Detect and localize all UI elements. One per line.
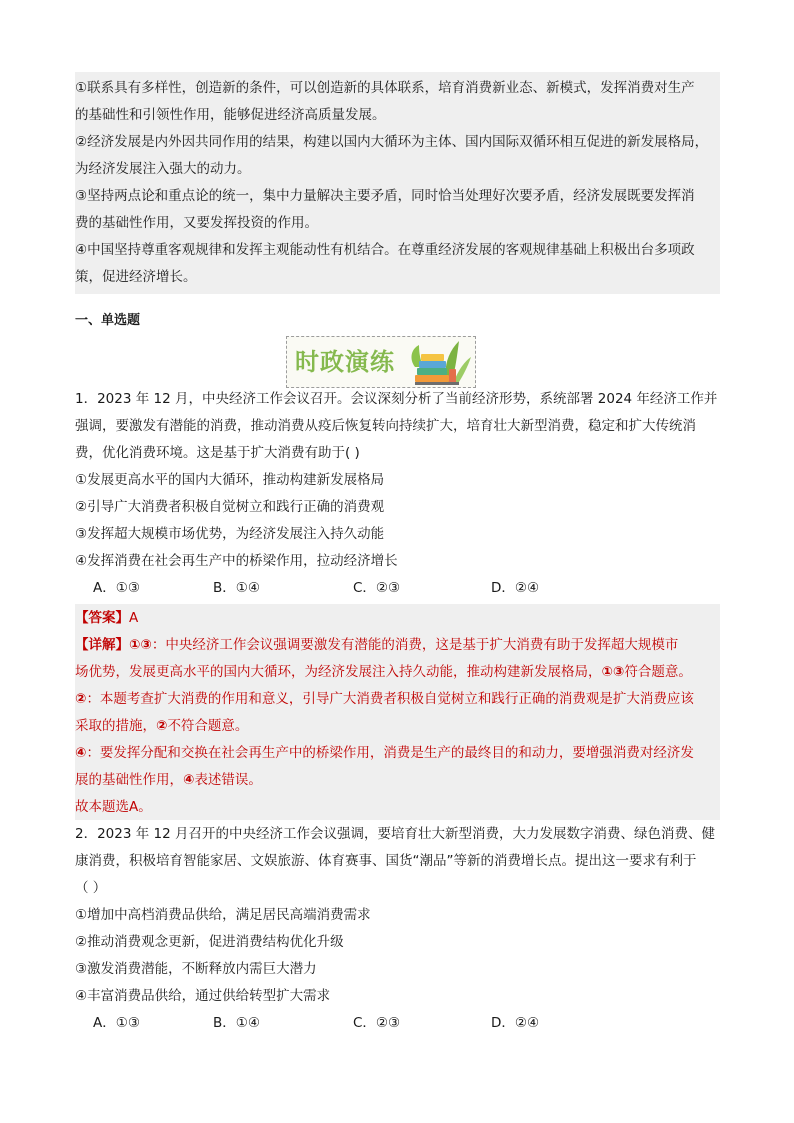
summary-line: 策，促进经济增长。 xyxy=(75,269,197,285)
summary-line: ②经济发展是内外因共同作用的结果，构建以国内大循环为主体、国内国际双循环相互促进的新发展格局， xyxy=(75,134,709,150)
detail-mark: ② xyxy=(156,718,168,734)
detail-mark: ④ xyxy=(183,772,195,788)
option-b[interactable]: B．①④ xyxy=(213,580,260,596)
current-affairs-badge xyxy=(286,336,476,388)
books-plant-icon xyxy=(403,339,473,387)
detail-mark: ①③ xyxy=(601,664,625,680)
detail-line xyxy=(75,713,720,740)
answer-options xyxy=(75,575,720,602)
summary-line: 为经济发展注入强大的动力。 xyxy=(75,161,251,177)
detail-mark: ①③ xyxy=(129,637,152,653)
statement-item: ①发展更高水平的国内大循环，推动构建新发展格局 xyxy=(75,472,385,488)
summary-line: 的基础性和引领性作用，能够促进经济高质量发展。 xyxy=(75,107,386,123)
option-d[interactable]: D．②④ xyxy=(491,580,540,596)
detail-label: 【详解】 xyxy=(75,637,129,653)
summary-line: ④中国坚持尊重客观规律和发挥主观能动性有机结合。在尊重经济发展的客观规律基础上积极出台多项政 xyxy=(75,242,695,258)
statement-item: ②推动消费观念更新，促进消费结构优化升级 xyxy=(75,934,344,950)
badge-text: 时政演练 xyxy=(295,348,395,376)
statement-item: ①增加中高档消费品供给，满足居民高端消费需求 xyxy=(75,907,371,923)
answer-block xyxy=(75,604,720,820)
question-stem-line: 康消费，积极培育智能家居、文娱旅游、体育赛事、国货“潮品”等新的消费增长点。提出这一要求有利于 xyxy=(75,853,697,869)
detail-text: 符合题意。 xyxy=(624,664,692,680)
summary-block xyxy=(75,72,720,294)
detail-line xyxy=(75,686,720,713)
option-c[interactable]: C．②③ xyxy=(353,580,401,596)
statement-item: ③激发消费潜能，不断释放内需巨大潜力 xyxy=(75,961,317,977)
question-2 xyxy=(75,821,720,1037)
detail-text: 不符合题意。 xyxy=(167,718,249,734)
question-stem-line: 1．2023 年 12 月，中央经济工作会议召开。会议深刻分析了当前经济形势，系统部署 2024 年经济工作并 xyxy=(75,391,718,407)
detail-text: ：本题考查扩大消费的作用和意义，引导广大消费者积极自觉树立和践行正确的消费观是扩大消费应该 xyxy=(86,691,694,707)
detail-text: 展的基础性作用， xyxy=(75,772,183,788)
answer-label: 【答案】 xyxy=(75,610,129,626)
question-1 xyxy=(75,386,720,602)
detail-conclusion: 故本题选A。 xyxy=(75,799,152,815)
summary-line: 费的基础性作用，又要发挥投资的作用。 xyxy=(75,215,318,231)
statement-item: ④发挥消费在社会再生产中的桥梁作用，拉动经济增长 xyxy=(75,553,398,569)
detail-text: 采取的措施， xyxy=(75,718,156,734)
option-a[interactable]: A．①③ xyxy=(93,580,140,596)
detail-mark: ④ xyxy=(75,745,87,761)
statement-item: ③发挥超大规模市场优势，为经济发展注入持久动能 xyxy=(75,526,385,542)
detail-mark: ② xyxy=(75,691,87,707)
statement-item: ④丰富消费品供给，通过供给转型扩大需求 xyxy=(75,988,331,1004)
detail-line xyxy=(75,767,720,794)
answer-options xyxy=(75,1010,720,1037)
summary-line: ③坚持两点论和重点论的统一，集中力量解决主要矛盾，同时恰当处理好次要矛盾，经济发展既要发挥消 xyxy=(75,188,695,204)
question-stem-line: （ ） xyxy=(75,880,107,896)
detail-text: ：中央经济工作会议强调要激发有潜能的消费，这是基于扩大消费有助于发挥超大规模市 xyxy=(151,637,679,653)
detail-text: ：要发挥分配和交换在社会再生产中的桥梁作用，消费是生产的最终目的和动力，要增强消费对经济发 xyxy=(86,745,694,761)
detail-text: 表述错误。 xyxy=(194,772,262,788)
answer-value: A xyxy=(129,610,139,626)
question-stem-line: 费，优化消费环境。这是基于扩大消费有助于( ) xyxy=(75,445,360,461)
option-b[interactable]: B．①④ xyxy=(213,1015,260,1031)
answer-line xyxy=(75,605,720,632)
question-stem-line: 强调，要激发有潜能的消费，推动消费从疫后恢复转向持续扩大，培育壮大新型消费，稳定和扩大传统消 xyxy=(75,418,696,434)
detail-line xyxy=(75,632,720,659)
detail-text: 场优势，发展更高水平的国内大循环，为经济发展注入持久动能，推动构建新发展格局， xyxy=(75,664,602,680)
detail-line xyxy=(75,659,720,686)
section-title: 一、单选题 xyxy=(75,313,141,328)
statement-item: ②引导广大消费者积极自觉树立和践行正确的消费观 xyxy=(75,499,385,515)
option-a[interactable]: A．①③ xyxy=(93,1015,140,1031)
option-d[interactable]: D．②④ xyxy=(491,1015,540,1031)
summary-line: ①联系具有多样性，创造新的条件，可以创造新的具体联系，培育消费新业态、新模式，发挥消费对生产 xyxy=(75,80,695,96)
question-stem-line: 2．2023 年 12 月召开的中央经济工作会议强调，要培育壮大新型消费，大力发展数字消费、绿色消费、健 xyxy=(75,826,715,842)
detail-line xyxy=(75,740,720,767)
option-c[interactable]: C．②③ xyxy=(353,1015,401,1031)
